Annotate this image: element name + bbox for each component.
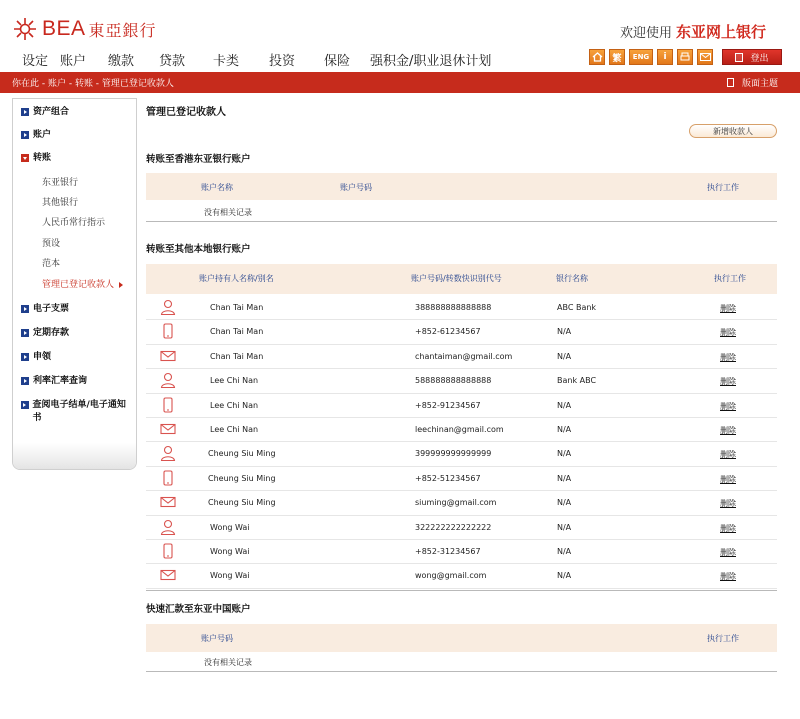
col-action: 执行工作 (707, 634, 739, 643)
breadcrumb: 你在此 - 账户 - 转账 - 管理已登记收款人 (12, 79, 174, 89)
sidebar-subitem[interactable] (42, 215, 105, 228)
expanded-bullet-icon (21, 154, 29, 162)
payee-account: 588888888888888 (415, 376, 492, 386)
col-action: 执行工作 (714, 274, 746, 283)
delete-link[interactable]: 删除 (720, 499, 736, 509)
payee-name: Cheung Siu Ming (208, 498, 276, 508)
payee-account: +852-31234567 (415, 547, 481, 556)
sidebar-item[interactable] (21, 399, 129, 425)
delete-link[interactable]: 删除 (720, 426, 736, 435)
delete-link[interactable]: 删除 (720, 548, 736, 557)
payee-account: leechinan@gmail.com (415, 425, 504, 434)
theme-label: 版面主题 (741, 79, 778, 89)
collapsed-bullet-icon (21, 108, 29, 116)
payee-bank: N/A (557, 473, 572, 483)
delete-link[interactable]: 删除 (720, 572, 736, 582)
delete-link[interactable]: 删除 (720, 523, 736, 533)
theme-icon (727, 78, 734, 87)
payee-bank: N/A (557, 327, 572, 337)
payee-account: 322222222222222 (415, 522, 492, 532)
payee-bank: N/A (557, 522, 572, 532)
mobile-icon (160, 470, 176, 486)
payee-account: 399999999999999 (415, 449, 492, 459)
col-account-name: 账户名称 (201, 183, 233, 192)
collapsed-bullet-icon (21, 131, 29, 139)
table-bottom-rule (146, 221, 777, 222)
email-icon (160, 421, 176, 437)
col-holder-name: 账户持有人名称/别名 (199, 274, 274, 283)
nav-item[interactable]: 贷款 (159, 54, 186, 69)
collapsed-bullet-icon (21, 305, 29, 313)
page-title: 管理已登记收款人 (146, 107, 226, 118)
ebank-title: 东亚网上银行 (675, 23, 766, 41)
payee-name: Chan Tai Man (210, 351, 264, 361)
payee-name: Cheung Siu Ming (208, 449, 276, 459)
collapsed-bullet-icon (21, 353, 29, 361)
welcome-text: 欢迎使用 (619, 26, 672, 41)
sidebar-footer-shade (13, 443, 136, 469)
col-account-fps-id: 账户号码/转数快识别代号 (411, 274, 502, 283)
add-payee-button[interactable]: 新增收款人 (689, 124, 777, 138)
email-icon (160, 348, 176, 364)
logo-text: BEA (42, 17, 86, 40)
row-divider (146, 393, 777, 394)
collapsed-bullet-icon (21, 377, 29, 385)
row-divider (146, 417, 777, 418)
payee-bank: N/A (557, 547, 572, 556)
welcome-banner (620, 21, 766, 42)
sidebar-subitem[interactable] (42, 175, 78, 188)
delete-link[interactable]: 删除 (720, 401, 736, 411)
sidebar-subitem[interactable] (42, 277, 123, 290)
section-title-china-remit: 快速汇款至东亚中国账户 (146, 604, 251, 615)
delete-link[interactable]: 删除 (720, 474, 736, 484)
sidebar-item-label: 查阅电子结单/电子通知书 (32, 400, 126, 423)
payee-account: +852-51234567 (415, 473, 481, 483)
sidebar-subitem-label: 人民币常行指示 (42, 218, 106, 228)
english-language-button[interactable]: ENG (629, 49, 653, 65)
table-bottom-rule (146, 590, 777, 591)
row-divider (146, 539, 777, 540)
payee-account: +852-61234567 (415, 327, 481, 337)
row-divider (146, 466, 777, 467)
sidebar-subitem-label: 管理已登记收款人 (42, 280, 115, 290)
nav-item[interactable]: 投资 (269, 54, 296, 69)
row-divider (146, 441, 777, 442)
payee-name: Chan Tai Man (210, 303, 264, 312)
mobile-icon (160, 397, 176, 413)
sidebar-item-label: 利率汇率查询 (33, 376, 88, 386)
sidebar-subitem[interactable] (42, 256, 60, 269)
payee-bank: N/A (557, 498, 572, 508)
delete-link[interactable]: 删除 (720, 304, 736, 313)
sidebar-item[interactable] (21, 129, 51, 142)
logo-chinese-text: 東亞銀行 (88, 20, 157, 40)
sidebar-item-label: 电子支票 (33, 304, 70, 314)
logout-door-icon (735, 53, 743, 62)
delete-link[interactable]: 删除 (720, 450, 736, 460)
sidebar-subitem-label: 东亚银行 (42, 178, 79, 188)
col-bank-name: 银行名称 (556, 274, 588, 283)
info-icon[interactable]: i (657, 49, 673, 65)
sidebar-item-label: 转账 (33, 153, 52, 163)
section-title-bea-hk: 转账至香港东亚银行账户 (146, 154, 251, 165)
nav-item[interactable]: 卡类 (213, 54, 240, 69)
payee-name: Wong Wai (210, 547, 250, 556)
sidebar-subitem[interactable] (42, 236, 60, 249)
sidebar-subitem-label: 范本 (42, 259, 61, 269)
person-icon (160, 372, 176, 388)
nav-item[interactable]: 账户 (60, 54, 87, 69)
sidebar-item-label: 账户 (33, 130, 52, 140)
payee-bank: Bank ABC (557, 376, 597, 386)
sidebar-item[interactable] (21, 327, 69, 340)
row-divider (146, 515, 777, 516)
row-divider (146, 319, 777, 320)
sidebar-item[interactable] (21, 351, 51, 364)
sidebar-item[interactable] (21, 375, 87, 388)
payee-bank: N/A (557, 571, 572, 581)
row-divider (146, 490, 777, 491)
section-title-other-banks: 转账至其他本地银行账户 (146, 244, 251, 255)
delete-link[interactable]: 删除 (720, 328, 736, 338)
sidebar-menu (12, 98, 137, 470)
sidebar-item-label: 资产组合 (33, 107, 70, 117)
collapsed-bullet-icon (21, 401, 29, 409)
bea-emblem-icon (12, 16, 38, 42)
payee-name: Wong Wai (210, 522, 250, 532)
col-action: 执行工作 (707, 183, 739, 192)
collapsed-bullet-icon (21, 329, 29, 337)
sidebar-subitem-label: 预设 (42, 239, 61, 249)
payee-name: Cheung Siu Ming (208, 473, 276, 483)
payee-account: siuming@gmail.com (415, 498, 497, 508)
traditional-chinese-icon[interactable]: 繁 (609, 49, 625, 65)
payee-bank: N/A (557, 400, 572, 410)
current-page-arrow-icon (119, 282, 123, 288)
nav-item[interactable]: 强积金/职业退休计划 (370, 54, 492, 69)
sidebar-item[interactable] (21, 303, 69, 316)
nav-item[interactable]: 缴款 (108, 54, 135, 69)
payee-bank: N/A (557, 425, 572, 434)
sidebar-item[interactable] (21, 152, 51, 165)
empty-message-bea-hk: 没有相关记录 (204, 208, 252, 217)
row-divider (146, 588, 777, 589)
table-bottom-rule (146, 671, 777, 672)
payee-name: Lee Chi Nan (210, 400, 259, 410)
row-divider (146, 563, 777, 564)
email-icon (160, 567, 176, 583)
mobile-icon (160, 543, 176, 559)
col-account-number: 账户号码 (340, 183, 372, 192)
table-header-other-banks (146, 264, 777, 294)
payee-name: Chan Tai Man (210, 327, 264, 337)
payee-account: wong@gmail.com (415, 571, 487, 581)
person-icon (160, 519, 176, 535)
bea-logo[interactable] (12, 12, 157, 46)
payee-bank: ABC Bank (557, 303, 597, 312)
toolbar-icons (589, 49, 782, 65)
empty-message-china-remit: 没有相关记录 (204, 658, 252, 667)
delete-link[interactable]: 删除 (720, 352, 736, 362)
person-icon (160, 445, 176, 461)
payee-account: +852-91234567 (415, 400, 481, 410)
table-header-bea-hk (146, 173, 777, 200)
row-divider (146, 368, 777, 369)
home-icon[interactable] (589, 49, 605, 65)
nav-item[interactable]: 设定 (22, 54, 49, 69)
sidebar-item-label: 申领 (33, 352, 52, 362)
email-icon (160, 494, 176, 510)
mobile-icon (160, 323, 176, 339)
payee-name: Lee Chi Nan (210, 425, 259, 434)
breadcrumb-bar (0, 72, 800, 93)
delete-link[interactable]: 删除 (720, 377, 736, 387)
nav-item[interactable]: 保险 (324, 54, 351, 69)
col-account-number: 账户号码 (201, 634, 233, 643)
print-icon[interactable] (677, 49, 693, 65)
mail-icon[interactable] (697, 49, 713, 65)
person-icon (160, 299, 176, 315)
payee-account: 388888888888888 (415, 303, 492, 312)
sidebar-subitem[interactable] (42, 195, 78, 208)
logout-button[interactable] (722, 49, 782, 65)
payee-account: chantaiman@gmail.com (415, 351, 513, 361)
sidebar-item[interactable] (21, 106, 69, 119)
theme-link[interactable] (727, 76, 778, 89)
sidebar-subitem-label: 其他银行 (42, 198, 79, 208)
row-divider (146, 344, 777, 345)
sidebar-item-label: 定期存款 (33, 328, 70, 338)
logout-label: 登出 (750, 53, 769, 64)
table-header-china-remit (146, 624, 777, 652)
payee-bank: N/A (557, 449, 572, 459)
payee-name: Wong Wai (210, 571, 250, 581)
payee-bank: N/A (557, 351, 572, 361)
payee-name: Lee Chi Nan (210, 376, 259, 386)
